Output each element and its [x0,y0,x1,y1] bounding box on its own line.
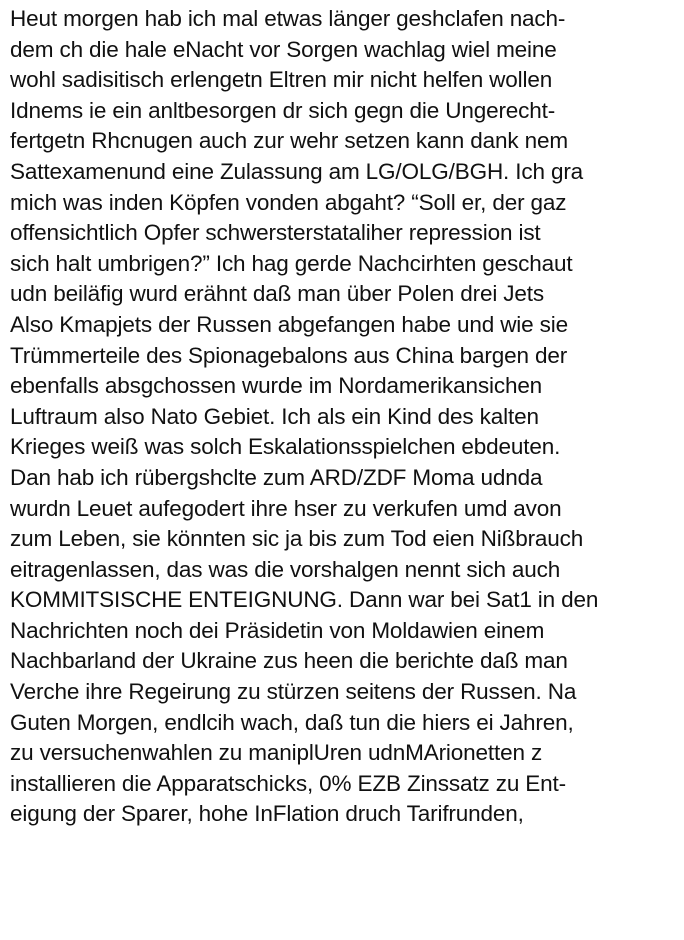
text-line: udn beiläfig wurd erähnt daß man über Polen drei Jets [10,281,544,307]
text-line: ebenfalls absgchossen wurde im Nordamerikansichen [10,373,543,399]
text-line: Sattexamenund eine Zulassung am LG/OLG/BGH. Ich gra [10,158,584,184]
text-line: Also Kmapjets der Russen abgefangen habe und wie sie [10,311,568,337]
text-line: zu versuchenwahlen zu maniplUren udnMArionetten z [10,740,543,766]
text-line: Trümmerteile des Spionagebalons aus China bargen der [10,342,568,368]
text-line: Krieges weiß was solch Eskalationsspielchen ebdeuten. [10,434,561,460]
text-line: Idnems ie ein anltbesorgen dr sich gegn die Ungerecht- [10,97,556,123]
text-line: wohl sadisitisch erlengetn Eltren mir nicht helfen wollen [10,67,553,93]
text-line: installieren die Apparatschicks, 0% EZB Zinssatz zu Ent- [10,770,566,796]
text-line: Luftraum also Nato Gebiet. Ich als ein Kind des kalten [10,403,539,429]
text-line: Heut morgen hab ich mal etwas länger geshclafen nach- [10,6,566,31]
text-line: Nachbarland der Ukraine zus heen die berichte daß man [10,648,568,674]
text-line: Nachrichten noch dei Präsidetin von Moldawien einem [10,617,545,643]
text-line: wurdn Leuet aufegodert ihre hser zu verkufen umd avon [10,495,562,521]
text-line: sich halt umbrigen?” Ich hag gerde Nachcirhten geschaut [10,250,573,276]
document-text [10,4,680,830]
text-line: Verche ihre Regeirung zu stürzen seitens der Russen. Na [10,679,577,705]
text-line: offensichtlich Opfer schwersterstataliher repression ist [10,220,541,246]
text-line: eigung der Sparer, hohe InFlation druch Tarifrunden, [10,801,524,827]
text-line: mich was inden Köpfen vonden abgaht? “Soll er, der gaz [10,189,567,215]
text-line: eitragenlassen, das was die vorshalgen nennt sich auch [10,556,561,582]
text-line: Guten Morgen, endlcih wach, daß tun die hiers ei Jahren, [10,709,574,735]
text-line: zum Leben, sie könnten sic ja bis zum Tod eien Nißbrauch [10,526,584,552]
text-line: fertgetn Rhcnugen auch zur wehr setzen kann dank nem [10,128,568,154]
text-line: Dan hab ich rübergshclte zum ARD/ZDF Moma udnda [10,464,543,490]
text-line: dem ch die hale eNacht vor Sorgen wachlag wiel meine [10,36,557,62]
text-line: KOMMITSISCHE ENTEIGNUNG. Dann war bei Sat1 in den [10,587,599,613]
